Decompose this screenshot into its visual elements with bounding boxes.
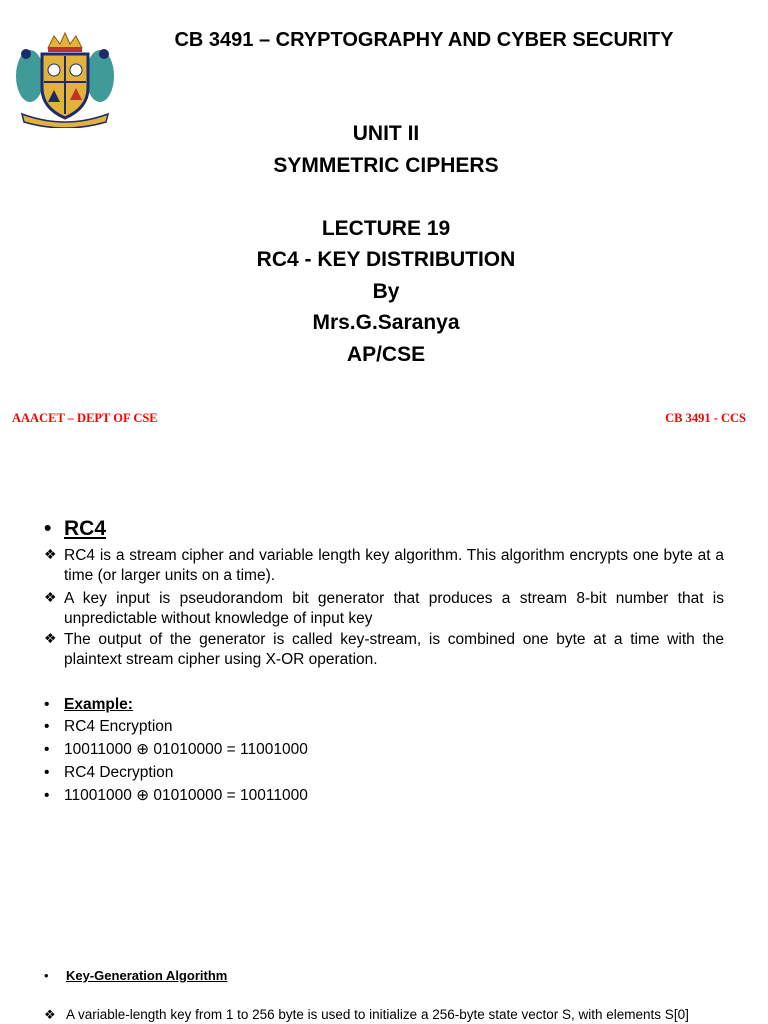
rc4-heading [44, 517, 106, 541]
author-designation: AP/CSE [346, 343, 426, 366]
bullet-icon: • [44, 764, 50, 781]
example-item-text: RC4 Decryption [64, 764, 174, 781]
bullet-icon: • [44, 696, 50, 713]
example-item-text: 10011000 ⊕ 01010000 = 11001000 [64, 741, 308, 758]
rc4-point-text: RC4 is a stream cipher and variable length key algorithm. This algorithm encrypts one byte at a time (or larger units on a time). [64, 547, 724, 584]
by-label: By [372, 280, 400, 303]
footer-course-code: CB 3491 - CCS [665, 411, 746, 425]
bullet-icon: • [44, 741, 50, 758]
key-generation-heading [44, 968, 227, 983]
example-item-text: 11001000 ⊕ 01010000 = 10011000 [64, 787, 308, 804]
rc4-point-text: The output of the generator is called key-stream, is combined one byte at a time with the plaintext stream cipher using X-OR operation. [64, 631, 724, 668]
rc4-point [44, 589, 724, 629]
bullet-icon: • [44, 787, 50, 804]
diamond-bullet-icon: ❖ [44, 546, 57, 562]
author-name: Mrs.G.Saranya [312, 311, 460, 334]
key-generation-text [44, 1007, 724, 1023]
rc4-heading-text: RC4 [64, 517, 107, 540]
example-item-text: RC4 Encryption [64, 718, 173, 735]
course-title: CB 3491 – CRYPTOGRAPHY AND CYBER SECURITY [174, 29, 674, 51]
key-generation-text-body: A variable-length key from 1 to 256 byte is used to initialize a 256-byte state vector S, with elements S[0] [66, 1007, 689, 1022]
diamond-bullet-icon: ❖ [44, 1007, 56, 1022]
unit-label: UNIT II [352, 122, 420, 145]
lecture-label: LECTURE 19 [321, 217, 451, 240]
example-heading [44, 694, 133, 717]
diamond-bullet-icon: ❖ [44, 589, 57, 605]
example-item [44, 785, 308, 808]
example-item [44, 762, 173, 785]
example-item [44, 716, 173, 739]
bullet-icon: • [44, 517, 52, 540]
college-crest-logo [14, 30, 116, 128]
key-generation-heading-text: Key-Generation Algorithm [66, 968, 228, 983]
bullet-icon: • [44, 718, 50, 735]
example-item [44, 739, 308, 762]
rc4-point-text: A key input is pseudorandom bit generator that produces a stream 8-bit number that is unpredictable without knowledge of input key [64, 590, 724, 627]
example-heading-text: Example: [64, 696, 133, 713]
lecture-title: RC4 - KEY DISTRIBUTION [256, 248, 516, 271]
footer-department: AAACET – DEPT OF CSE [12, 411, 158, 425]
rc4-point [44, 630, 724, 670]
bullet-icon: • [44, 968, 49, 983]
diamond-bullet-icon: ❖ [44, 630, 57, 646]
topic-label: SYMMETRIC CIPHERS [273, 154, 499, 177]
rc4-point [44, 546, 724, 586]
